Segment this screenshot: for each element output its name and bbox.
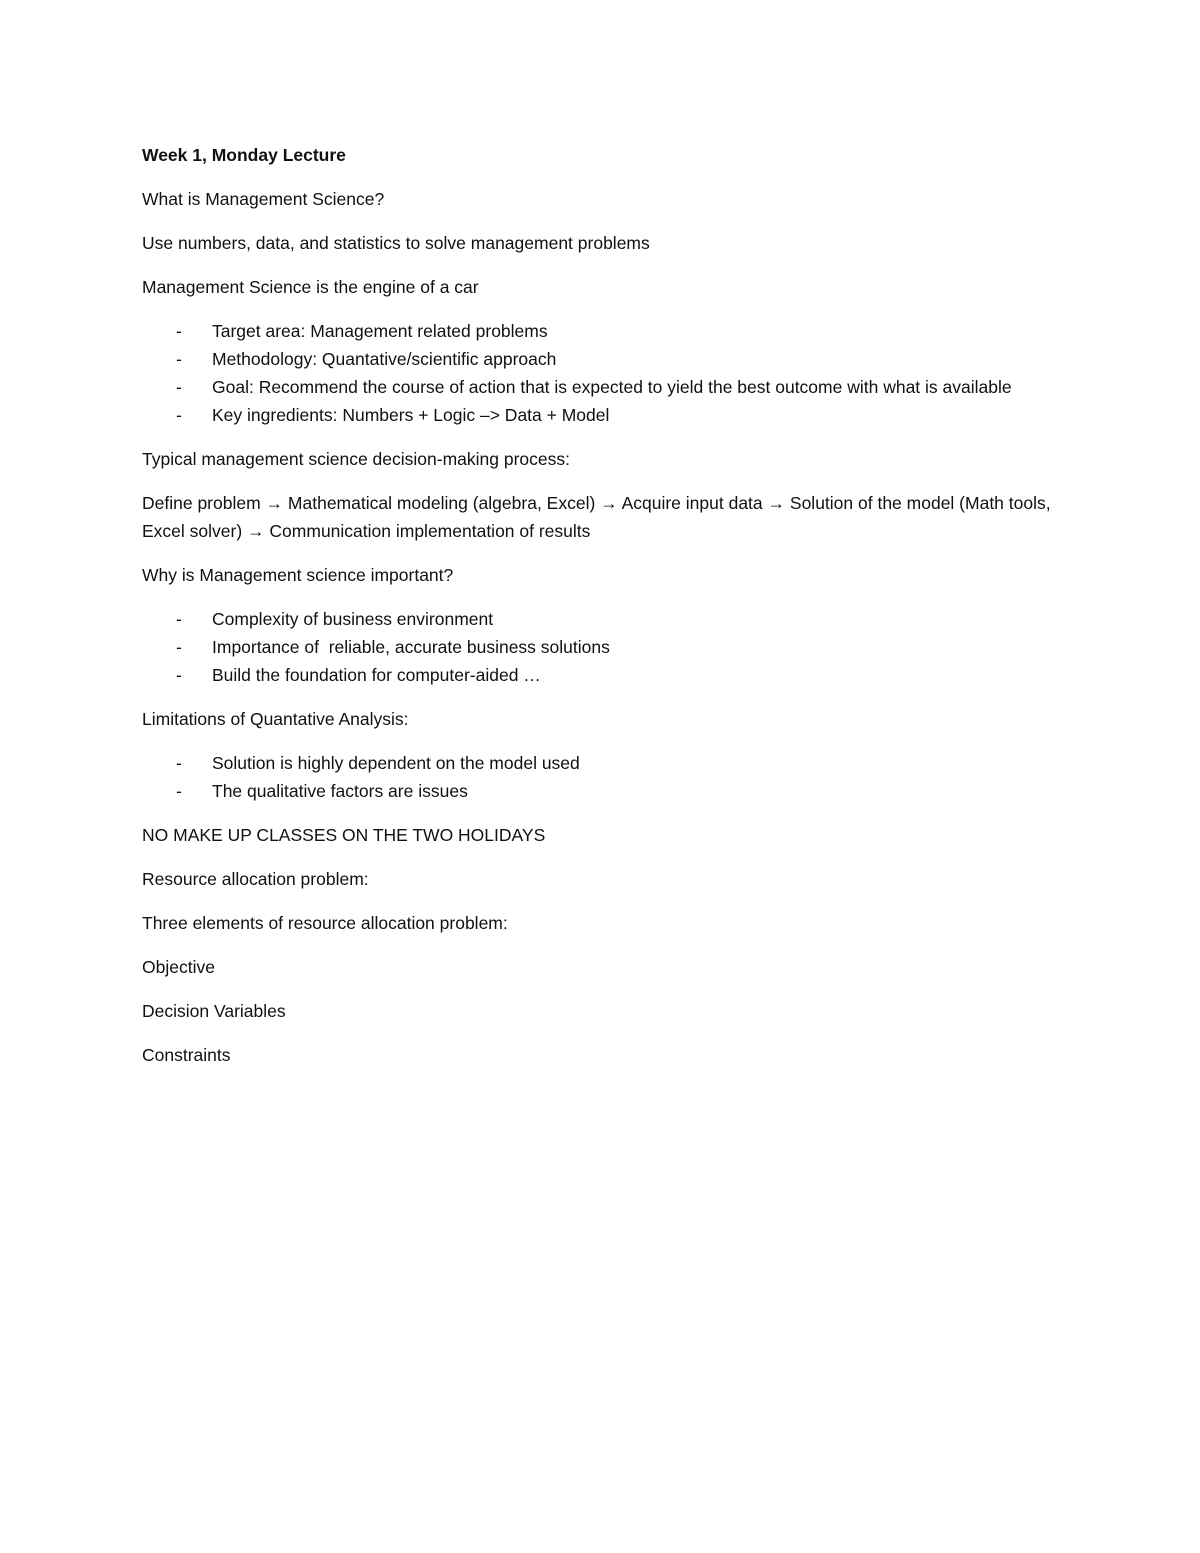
list-item-text: The qualitative factors are issues — [212, 781, 468, 801]
list-item — [142, 373, 1062, 401]
list-item-text: Complexity of business environment — [212, 609, 494, 629]
list-item — [142, 633, 1062, 661]
process-step: Solution of the model (Math tools, Excel solver) — [142, 493, 1051, 541]
list-item — [142, 401, 1062, 429]
list-item-text: Methodology: Quantative/scientific approach — [212, 349, 557, 369]
why-heading: Why is Management science important? — [142, 565, 454, 585]
bullet-dash: - — [176, 781, 182, 801]
process-flow — [142, 489, 1062, 545]
list-item-text: Goal: Recommend the course of action that is expected to yield the best outcome with what is available — [212, 377, 1012, 397]
limitations-heading: Limitations of Quantative Analysis: — [142, 709, 409, 729]
bullet-dash: - — [176, 637, 182, 657]
list-item — [142, 661, 1062, 689]
list-item — [142, 317, 1062, 345]
process-step: Acquire input data — [621, 493, 763, 513]
elements-heading: Three elements of resource allocation problem: — [142, 913, 508, 933]
process-step: Mathematical modeling (algebra, Excel) — [287, 493, 596, 513]
list-item — [142, 777, 1062, 805]
element-objective: Objective — [142, 957, 215, 977]
engine-list — [142, 317, 1062, 429]
bullet-dash: - — [176, 665, 182, 685]
document-body — [142, 141, 1062, 1085]
bullet-dash: - — [176, 405, 182, 425]
process-heading: Typical management science decision-making process: — [142, 449, 570, 469]
list-item — [142, 749, 1062, 777]
page-title: Week 1, Monday Lecture — [142, 145, 346, 165]
arrow-right-icon: → — [767, 493, 786, 513]
process-step: Define problem — [142, 493, 261, 513]
bullet-dash: - — [176, 377, 182, 397]
element-decision-variables: Decision Variables — [142, 1001, 286, 1021]
list-item-text: Solution is highly dependent on the model used — [212, 753, 580, 773]
why-list — [142, 605, 1062, 689]
list-item — [142, 605, 1062, 633]
list-item-text: Importance of reliable, accurate business solutions — [212, 637, 610, 657]
arrow-right-icon: → — [600, 493, 618, 513]
holiday-notice: NO MAKE UP CLASSES ON THE TWO HOLIDAYS — [142, 825, 546, 845]
list-item-text: Target area: Management related problems — [212, 321, 548, 341]
arrow-right-icon: → — [265, 493, 284, 513]
bullet-dash: - — [176, 609, 182, 629]
process-step: Communication implementation of results — [269, 521, 591, 541]
arrow-right-icon: → — [247, 521, 265, 541]
limitations-list — [142, 749, 1062, 805]
list-item — [142, 345, 1062, 373]
list-item-text: Build the foundation for computer-aided … — [212, 665, 541, 685]
element-constraints: Constraints — [142, 1045, 231, 1065]
question-what-is-ms: What is Management Science? — [142, 189, 385, 209]
bullet-dash: - — [176, 349, 182, 369]
resource-heading: Resource allocation problem: — [142, 869, 369, 889]
bullet-dash: - — [176, 321, 182, 341]
bullet-dash: - — [176, 753, 182, 773]
list-item-text: Key ingredients: Numbers + Logic –> Data + Model — [212, 405, 610, 425]
answer-what-is-ms: Use numbers, data, and statistics to solve management problems — [142, 233, 650, 253]
engine-statement: Management Science is the engine of a car — [142, 277, 479, 297]
